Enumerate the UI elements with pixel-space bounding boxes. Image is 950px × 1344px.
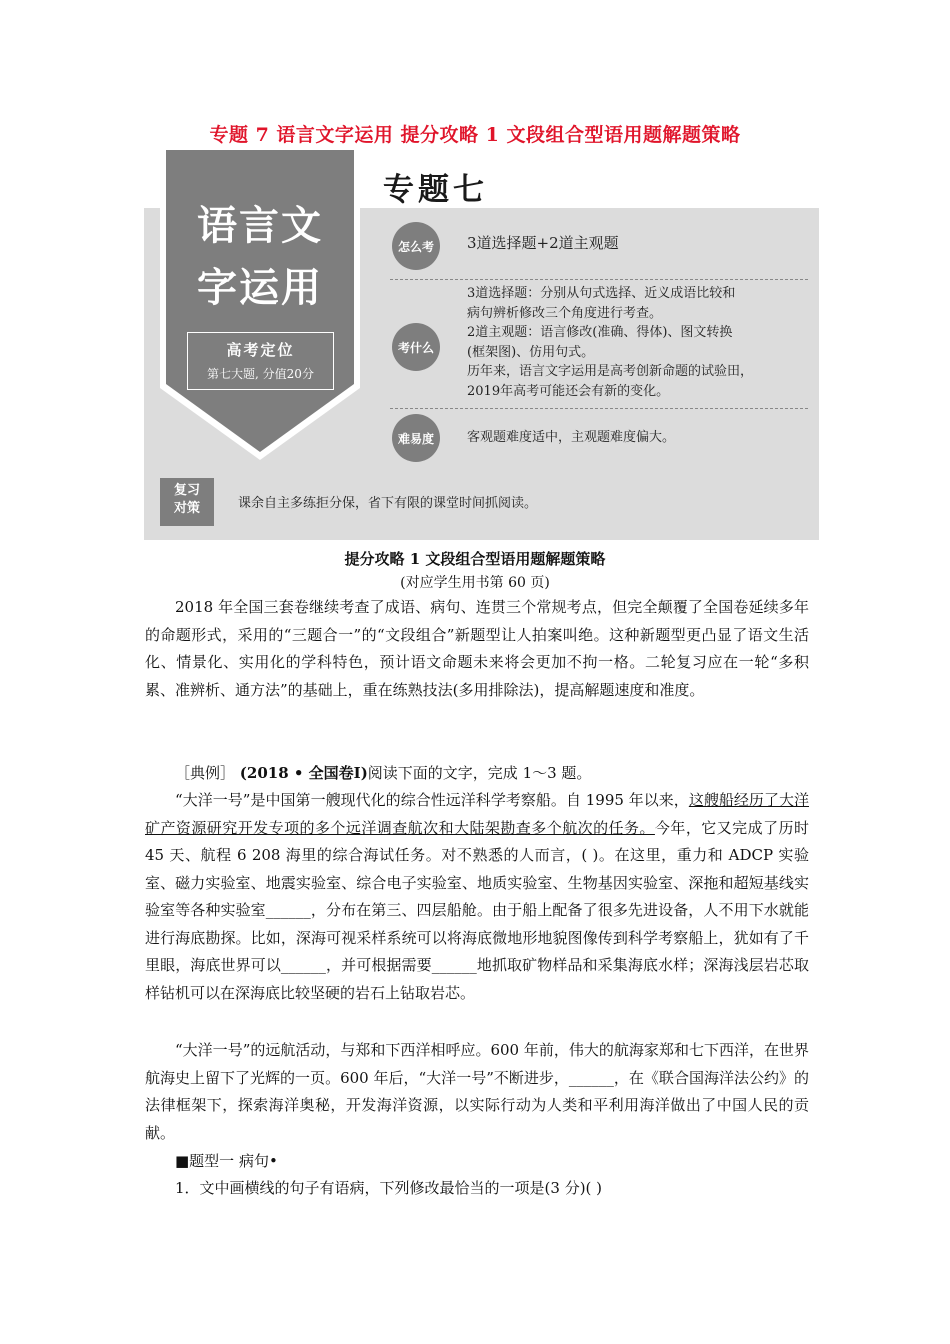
what-tested-line: 3道选择题：分别从句式选择、近义成语比较和 xyxy=(467,286,736,301)
example-heading xyxy=(145,760,809,788)
exam-position-heading: 高考定位 xyxy=(226,341,295,359)
review-strategy-tag xyxy=(160,478,214,526)
question-1: 1．文中画横线的句子有语病，下列修改最恰当的一项是(3 分)( ) xyxy=(175,1179,603,1197)
topic-code: 专题七 xyxy=(383,172,488,208)
big-title-line-2: 字运用 xyxy=(197,265,323,311)
how-tested-text: 3道选择题+2道主观题 xyxy=(467,234,619,252)
intro-paragraph: 2018 年全国三套卷继续考查了成语、病句、连贯三个常规考点，但完全颠覆了全国卷延续多年的命题形式，采用的“三题合一”的“文段组合”新题型让人拍案叫绝。这种新题型更凸显了语文生活化、情景化、实用化的学科特色，预计语文命题未来将会更加不拘一格。二轮复习应在一轮“多积累、准辨析、通方法”的基础上，重在练熟技法(多用排除法)，提高解题速度和准度。 xyxy=(145,598,809,699)
what-tested-text xyxy=(467,284,753,401)
what-tested-line: 历年来，语言文字运用是高考创新命题的试验田， xyxy=(467,364,754,379)
section-subtitle: (对应学生用书第 60 页) xyxy=(400,575,550,591)
document-title: 专题 7 语言文字运用 提分攻略 1 文段组合型语用题解题策略 xyxy=(209,124,741,146)
how-tested-tag: 怎么考 xyxy=(392,222,440,270)
topic-banner xyxy=(0,150,950,550)
difficulty-tag: 难易度 xyxy=(392,414,440,462)
review-tag-line: 对策 xyxy=(173,501,200,516)
underlined-sentence: 这艘船经历了大洋矿产资源研究开发专项的多个远洋调查航次和大陆架勘查多个航次的任务。 xyxy=(145,791,809,837)
what-tested-line: 2道主观题：语言修改(准确、得体)、图文转换 xyxy=(467,325,733,340)
what-tested-tag: 考什么 xyxy=(392,323,440,371)
passage-text: 今年，它又完成了历时 45 天、航程 6 208 海里的综合海试任务。对不熟悉的人而言，( )。在这里，重力和 ADCP 实验室、磁力实验室、地震实验室、综合电子实验室、地质实验室、生物基因实验室、深拖和超短基线实验室等各种实验室______，分布在第三、四层船舱。由于船上配备了很多先进设备，人不用下水就能进行海底勘探。比如，深海可视采样系统可以将海底微地形地貌图像传到科学考察船上，犹如有了千里眼，海底世界可以______，并可根据需要______地抓取矿物样品和采集海底水样；深海浅层岩芯取样钻机可以在深海底比较坚硬的岩石上钻取岩芯。 xyxy=(145,818,809,1002)
divider xyxy=(390,408,808,409)
review-tag-line: 复习 xyxy=(173,483,200,498)
difficulty-text: 客观题难度适中，主观题难度偏大。 xyxy=(467,430,676,445)
what-tested-line: (框架图)、仿用句式。 xyxy=(467,344,595,360)
what-tested-line: 病句辨析修改三个角度进行考查。 xyxy=(467,305,663,321)
exam-position-score: 第七大题, 分值20分 xyxy=(207,367,314,381)
passage-paragraph-1 xyxy=(145,787,809,1007)
section-title: 提分攻略 1 文段组合型语用题解题策略 xyxy=(344,550,606,568)
what-tested-line: 2019年高考可能还会有新的变化。 xyxy=(467,383,670,399)
divider xyxy=(390,279,808,280)
example-source: (2018 • 全国卷Ⅰ) xyxy=(239,764,368,782)
review-strategy-text: 课余自主多练拒分保，省下有限的课堂时间抓阅读。 xyxy=(238,496,538,511)
example-instruction: 阅读下面的文字，完成 1～3 题。 xyxy=(367,764,592,782)
example-label: ［典例］ xyxy=(175,764,236,782)
passage-text: “大洋一号”是中国第一艘现代化的综合性远洋科学考察船。自 1995 年以来， xyxy=(175,791,689,809)
exam-position-box xyxy=(187,332,334,390)
question-type-heading: ■题型一 病句• xyxy=(175,1152,278,1170)
big-title-line-1: 语言文 xyxy=(197,203,323,249)
passage-paragraph-2: “大洋一号”的远航活动，与郑和下西洋相呼应。600 年前，伟大的航海家郑和七下西洋，在世界航海史上留下了光辉的一页。600 年后，“大洋一号”不断进步，______，在《联合国海洋法公约》的法律框架下，探索海洋奥秘，开发海洋资源，以实际行动为人类和平利用海洋做出了中国人民的贡献。 xyxy=(145,1041,809,1142)
